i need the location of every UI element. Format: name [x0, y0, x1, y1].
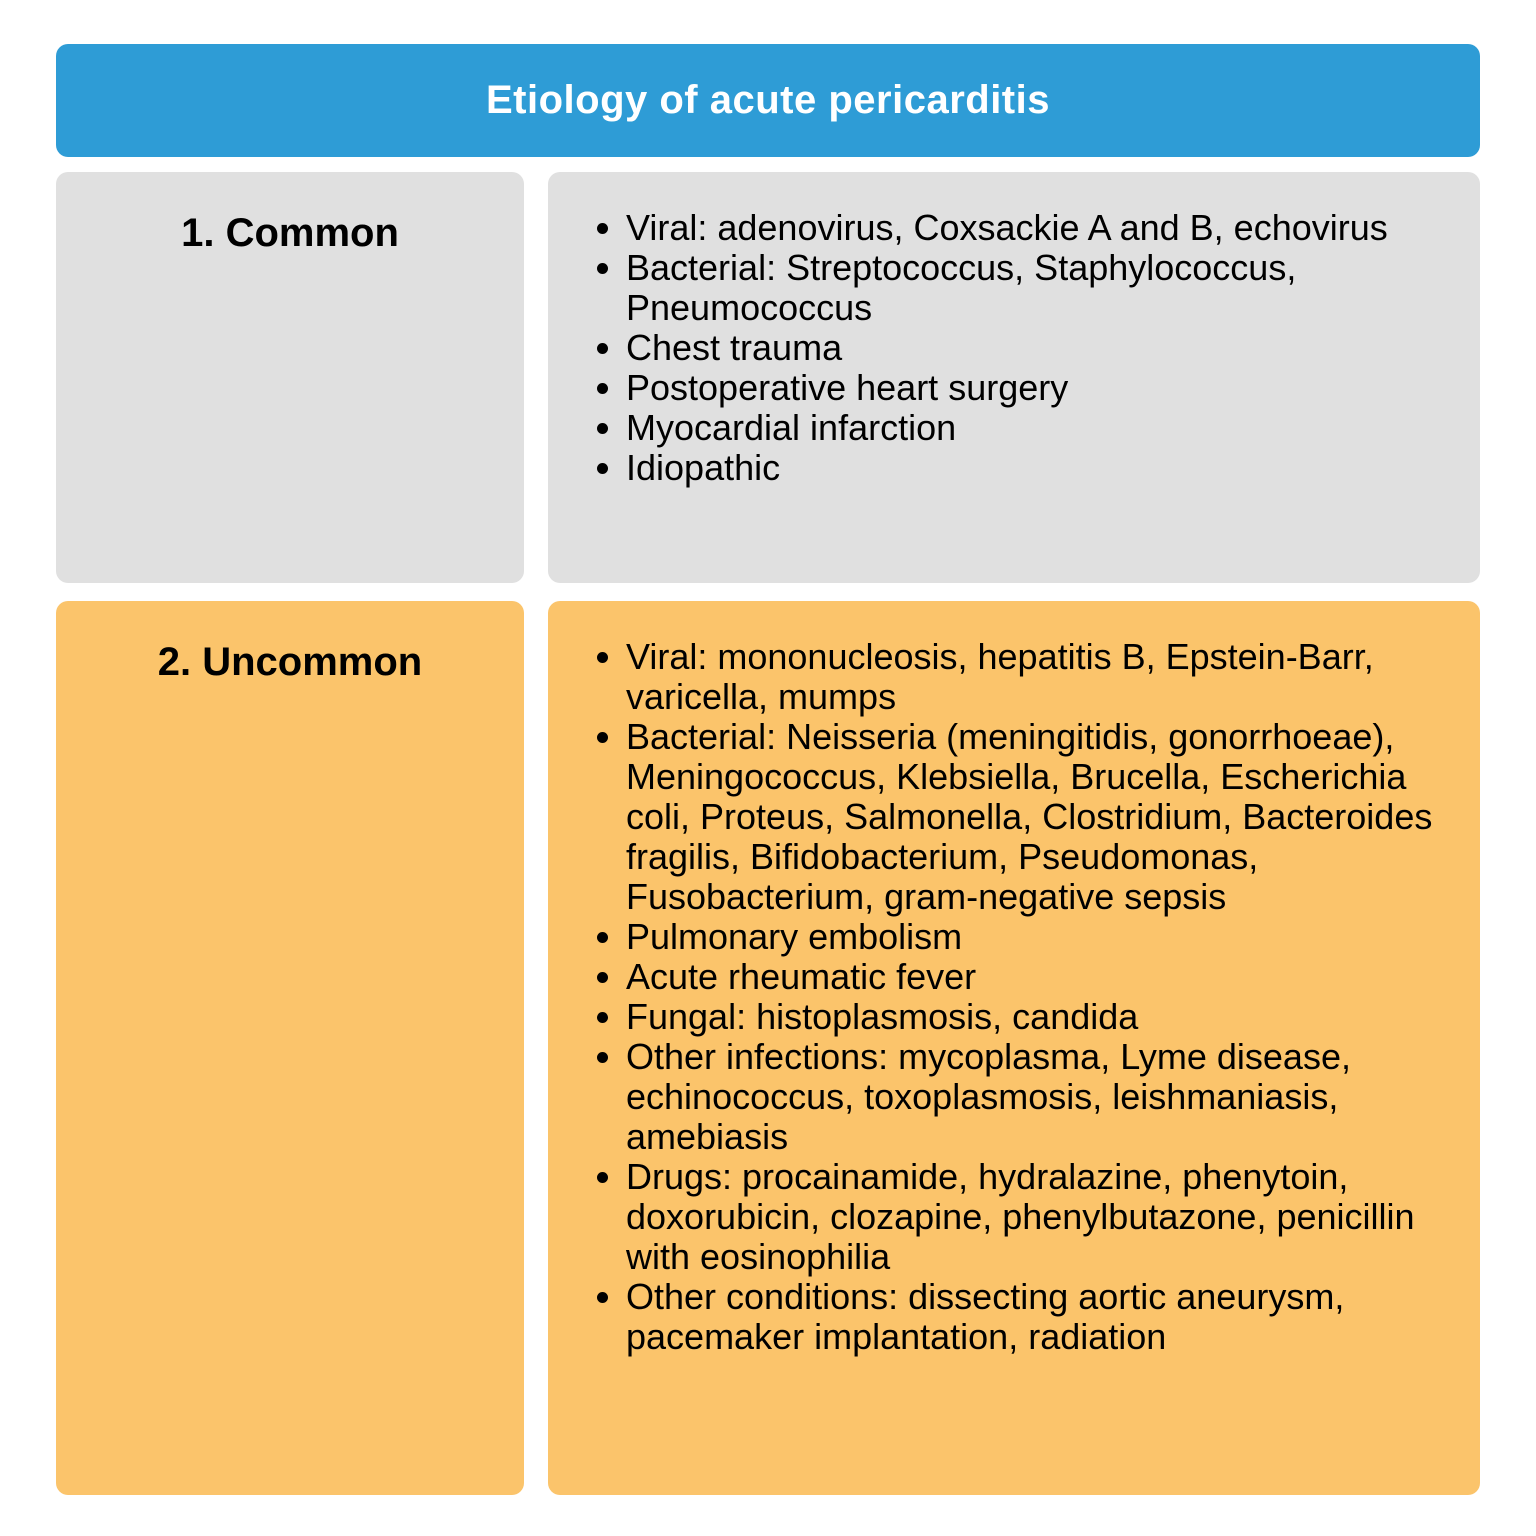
- section-common-label: 1. Common: [181, 211, 399, 255]
- table-title: Etiology of acute pericarditis: [485, 78, 1050, 122]
- list-item: • Idiopathic: [626, 448, 1452, 488]
- list-item: • Pulmonary embolism: [626, 917, 1452, 957]
- list-item: • Postoperative heart surgery: [626, 368, 1452, 408]
- section-common-content-cell: [548, 172, 1480, 583]
- section-uncommon-label: 2. Uncommon: [157, 640, 423, 684]
- list-item: • Acute rheumatic fever: [626, 957, 1452, 997]
- list-item: • Viral: mononucleosis, hepatitis B, Epstein-Barr, varicella, mumps: [626, 637, 1452, 717]
- section-common-row: [56, 172, 1480, 583]
- list-item: • Fungal: histoplasmosis, candida: [626, 997, 1452, 1037]
- list-item: • Other conditions: dissecting aortic aneurysm, pacemaker implantation, radiation: [626, 1277, 1452, 1357]
- list-item: • Chest trauma: [626, 328, 1452, 368]
- section-uncommon-row: [56, 601, 1480, 1495]
- section-common-item-list: [592, 208, 1452, 488]
- section-common-label-cell: [56, 172, 524, 583]
- table-title-bar: [56, 44, 1480, 157]
- section-uncommon-item-list: [592, 637, 1452, 1357]
- list-item: • Other infections: mycoplasma, Lyme disease, echinococcus, toxoplasmosis, leishmaniasis, amebiasis: [626, 1037, 1452, 1157]
- list-item: • Bacterial: Neisseria (meningitidis, gonorrhoeae), Meningococcus, Klebsiella, Brucella, Escherichia coli, Proteus, Salmonella, Clostridium, Bacteroides fragilis, Bifidobacterium, Pseudomonas, Fusobacterium, gram-negative sepsis: [626, 717, 1452, 917]
- list-item: • Viral: adenovirus, Coxsackie A and B, echovirus: [626, 208, 1452, 248]
- list-item: • Drugs: procainamide, hydralazine, phenytoin, doxorubicin, clozapine, phenylbutazone, penicillin with eosinophilia: [626, 1157, 1452, 1277]
- section-uncommon-content-cell: [548, 601, 1480, 1495]
- section-uncommon-label-cell: [56, 601, 524, 1495]
- list-item: • Bacterial: Streptococcus, Staphylococcus, Pneumococcus: [626, 248, 1452, 328]
- list-item: • Myocardial infarction: [626, 408, 1452, 448]
